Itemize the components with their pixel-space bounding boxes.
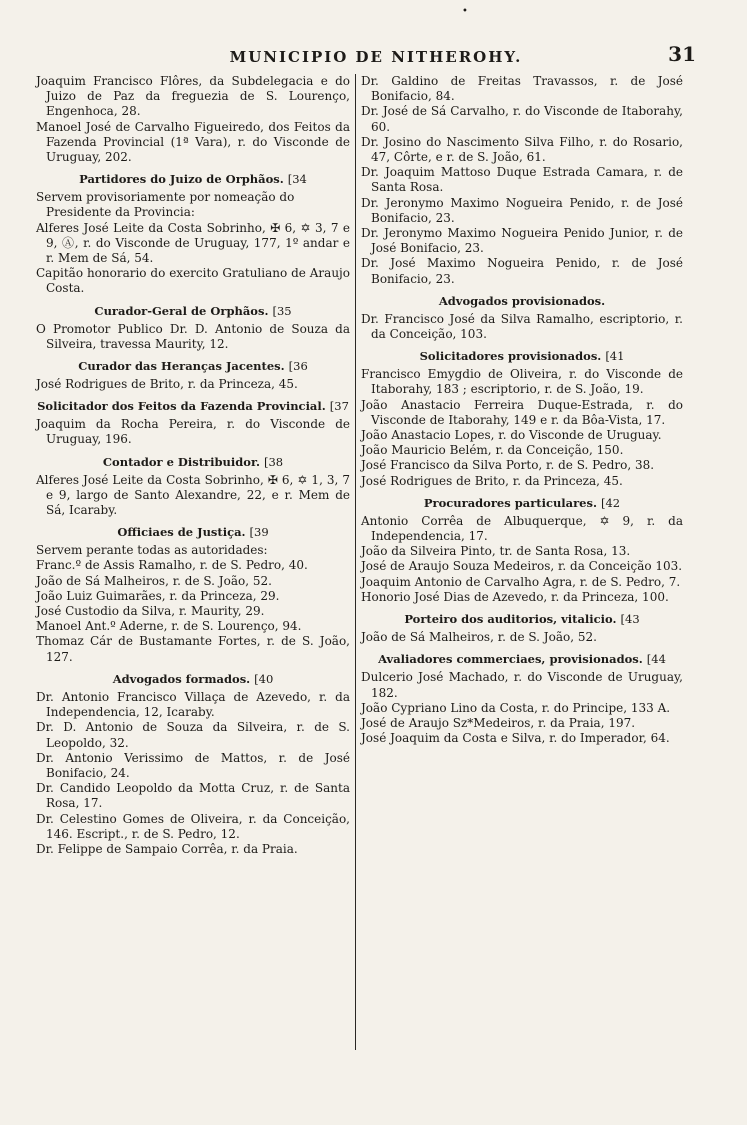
directory-section <box>361 294 683 342</box>
section-title: Advogados formados. <box>112 671 251 686</box>
directory-entry: João de Sá Malheiros, r. de S. João, 52. <box>361 630 597 645</box>
directory-entry: Dr. Celestino Gomes de Oliveira, r. da Conceição, 146. Escript., r. de S. Pedro, 12. <box>36 811 350 841</box>
directory-entry: Dr. José de Sá Carvalho, r. do Visconde de Itaborahy, 60. <box>361 104 683 134</box>
section-heading <box>361 294 683 308</box>
directory-entry: Dr. Jeronymo Maximo Nogueira Penido Junior, r. de José Bonifacio, 23. <box>361 226 683 256</box>
directory-section <box>36 172 350 296</box>
section-reference: [35 <box>272 303 292 318</box>
directory-entry: Dr. D. Antonio de Souza da Silveira, r. de S. Leopoldo, 32. <box>36 720 350 750</box>
directory-entry: Francisco Emygdio de Oliveira, r. do Visconde de Itaborahy, 183 ; escriptorio, r. de S. João, 19. <box>361 367 683 397</box>
directory-entry: José Custodio da Silva, r. Maurity, 29. <box>36 604 265 619</box>
section-heading <box>361 652 683 666</box>
section-intro: Servem perante todas as autoridades: <box>36 543 268 558</box>
directory-entry: Alferes José Leite da Costa Sobrinho, ✠ 6, ✡ 1, 3, 7 e 9, largo de Santo Alexandre, 22, e r. Mem de Sá, Icaraby. <box>36 472 350 518</box>
directory-entry: João de Sá Malheiros, r. de S. João, 52. <box>36 573 272 588</box>
directory-entry: João Cypriano Lino da Costa, r. do Principe, 133 A. <box>361 700 671 715</box>
directory-entry: Joaquim da Rocha Pereira, r. do Visconde de Uruguay, 196. <box>36 417 350 447</box>
section-title: Contador e Distribuidor. <box>102 454 260 469</box>
directory-entry: Dr. Antonio Verissimo de Mattos, r. de José Bonifacio, 24. <box>36 750 350 780</box>
directory-section <box>361 496 683 605</box>
section-title: Curador-Geral de Orphãos. <box>94 303 269 318</box>
directory-entry: Dr. Joaquim Mattoso Duque Estrada Camara, r. de Santa Rosa. <box>361 165 683 195</box>
directory-entry: Manoel Ant.º Aderne, r. de S. Lourenço, 94. <box>36 619 302 634</box>
directory-entry: Antonio Corrêa de Albuquerque, ✡ 9, r. da Independencia, 17. <box>361 513 683 544</box>
directory-section <box>361 349 683 489</box>
directory-entry: Dr. Candido Leopoldo da Motta Cruz, r. de Santa Rosa, 17. <box>36 781 350 811</box>
section-title: Procuradores particulares. <box>423 495 597 510</box>
entry-group <box>361 74 683 287</box>
section-title: Partidores do Juizo de Orphãos. <box>79 172 284 187</box>
directory-entry: O Promotor Publico Dr. D. Antonio de Souza da Silveira, travessa Maurity, 12. <box>36 321 350 351</box>
section-reference: [39 <box>249 525 269 540</box>
section-heading <box>361 612 683 626</box>
section-title: Solicitador dos Feitos da Fazenda Provincial. <box>37 399 326 414</box>
section-title: Officiaes de Justiça. <box>117 525 246 540</box>
directory-section <box>36 304 350 352</box>
directory-entry: Dulcerio José Machado, r. do Visconde de Uruguay, 182. <box>361 670 683 700</box>
section-heading <box>36 399 350 413</box>
section-intro: Servem provisoriamente por nomeação do Presidente da Provincia: <box>36 190 295 220</box>
directory-entry: José Francisco da Silva Porto, r. de S. Pedro, 38. <box>361 458 655 473</box>
directory-entry: Joaquim Antonio de Carvalho Agra, r. de S. Pedro, 7. <box>361 574 681 589</box>
column-divider <box>355 74 356 1050</box>
section-heading <box>361 349 683 363</box>
section-reference: [41 <box>605 349 625 364</box>
directory-entry: Dr. Felippe de Sampaio Corrêa, r. da Praia. <box>36 841 298 856</box>
print-mark: • <box>462 6 468 17</box>
section-heading <box>36 359 350 373</box>
section-reference: [34 <box>287 172 307 187</box>
directory-entry: Joaquim Francisco Flôres, da Subdelegacia e do Juizo de Paz da freguezia de S. Lourenço, Engenhoca, 28. <box>36 74 350 119</box>
page-title: MUNICIPIO DE NITHEROHY. <box>229 48 523 66</box>
directory-section <box>36 399 350 447</box>
directory-entry: José Joaquim da Costa e Silva, r. do Imperador, 64. <box>361 731 670 746</box>
directory-section <box>36 455 350 519</box>
directory-entry: João Mauricio Belém, r. da Conceição, 150. <box>361 443 624 458</box>
directory-entry: Dr. Galdino de Freitas Travassos, r. de José Bonifacio, 84. <box>361 74 683 104</box>
directory-entry: Dr. Francisco José da Silva Ramalho, escriptorio, r. da Conceição, 103. <box>361 311 683 342</box>
directory-section <box>36 525 350 665</box>
directory-entry: José Rodrigues de Brito, r. da Princeza, 45. <box>36 377 298 392</box>
section-heading <box>361 496 683 510</box>
section-heading <box>36 525 350 539</box>
directory-entry: José de Araujo Sz*Medeiros, r. da Praia, 197. <box>361 715 636 730</box>
section-reference: [44 <box>646 652 666 667</box>
directory-entry: Alferes José Leite da Costa Sobrinho, ✠ 6, ✡ 3, 7 e 9, Ⓐ, r. do Visconde de Uruguay, 177, 1º andar e r. Mem de Sá, 54. <box>36 220 350 266</box>
page-header <box>36 44 696 66</box>
section-reference: [38 <box>263 454 284 469</box>
page-number: 31 <box>668 42 696 66</box>
section-title: Avaliadores commerciaes, provisionados. <box>378 652 643 667</box>
directory-entry: Dr. Antonio Francisco Villaça de Azevedo, r. da Independencia, 12, Icaraby. <box>36 689 350 720</box>
directory-entry: João da Silveira Pinto, tr. de Santa Rosa, 13. <box>361 544 631 559</box>
section-heading <box>36 172 350 186</box>
directory-section <box>36 672 350 857</box>
directory-entry: Franc.º de Assis Ramalho, r. de S. Pedro, 40. <box>36 558 308 573</box>
entry-group <box>36 74 350 165</box>
section-reference: [40 <box>254 671 274 686</box>
section-reference: [36 <box>288 359 308 374</box>
directory-section <box>361 652 683 746</box>
section-reference: [37 <box>329 399 349 414</box>
directory-entry: Capitão honorario do exercito Gratuliano de Araujo Costa. <box>36 266 350 296</box>
left-column <box>36 74 350 857</box>
directory-entry: João Luiz Guimarães, r. da Princeza, 29. <box>36 588 280 603</box>
directory-entry: José de Araujo Souza Medeiros, r. da Conceição 103. <box>361 559 683 574</box>
section-heading <box>36 672 350 686</box>
directory-entry: Honorio José Dias de Azevedo, r. da Princeza, 100. <box>361 589 669 604</box>
directory-entry: Dr. Jeronymo Maximo Nogueira Penido, r. de José Bonifacio, 23. <box>361 195 683 225</box>
directory-entry: José Rodrigues de Brito, r. da Princeza, 45. <box>361 473 623 488</box>
section-heading <box>36 304 350 318</box>
directory-entry: João Anastacio Ferreira Duque-Estrada, r. do Visconde de Itaborahy, 149 e r. da Bôa-Vista, 17. <box>361 397 683 427</box>
section-title: Porteiro dos auditorios, vitalicio. <box>404 612 617 627</box>
directory-entry: Dr. José Maximo Nogueira Penido, r. de José Bonifacio, 23. <box>361 256 683 286</box>
section-reference: [42 <box>600 495 621 510</box>
section-title: Curador das Heranças Jacentes. <box>78 359 285 374</box>
directory-entry: Manoel José de Carvalho Figueiredo, dos Feitos da Fazenda Provincial (1ª Vara), r. do Visconde de Uruguay, 202. <box>36 119 350 165</box>
directory-entry: Dr. Josino do Nascimento Silva Filho, r. do Rosario, 47, Côrte, e r. de S. João, 61. <box>361 134 683 165</box>
directory-section <box>36 359 350 392</box>
directory-entry: João Anastacio Lopes, r. do Visconde de Uruguay. <box>361 428 662 443</box>
right-column <box>361 74 683 746</box>
section-title: Advogados provisionados. <box>438 293 606 308</box>
directory-section <box>361 612 683 645</box>
section-reference: [43 <box>620 612 640 627</box>
section-title: Solicitadores provisionados. <box>419 349 602 364</box>
directory-entry: Thomaz Cár de Bustamante Fortes, r. de S. João, 127. <box>36 634 350 664</box>
section-heading <box>36 455 350 469</box>
